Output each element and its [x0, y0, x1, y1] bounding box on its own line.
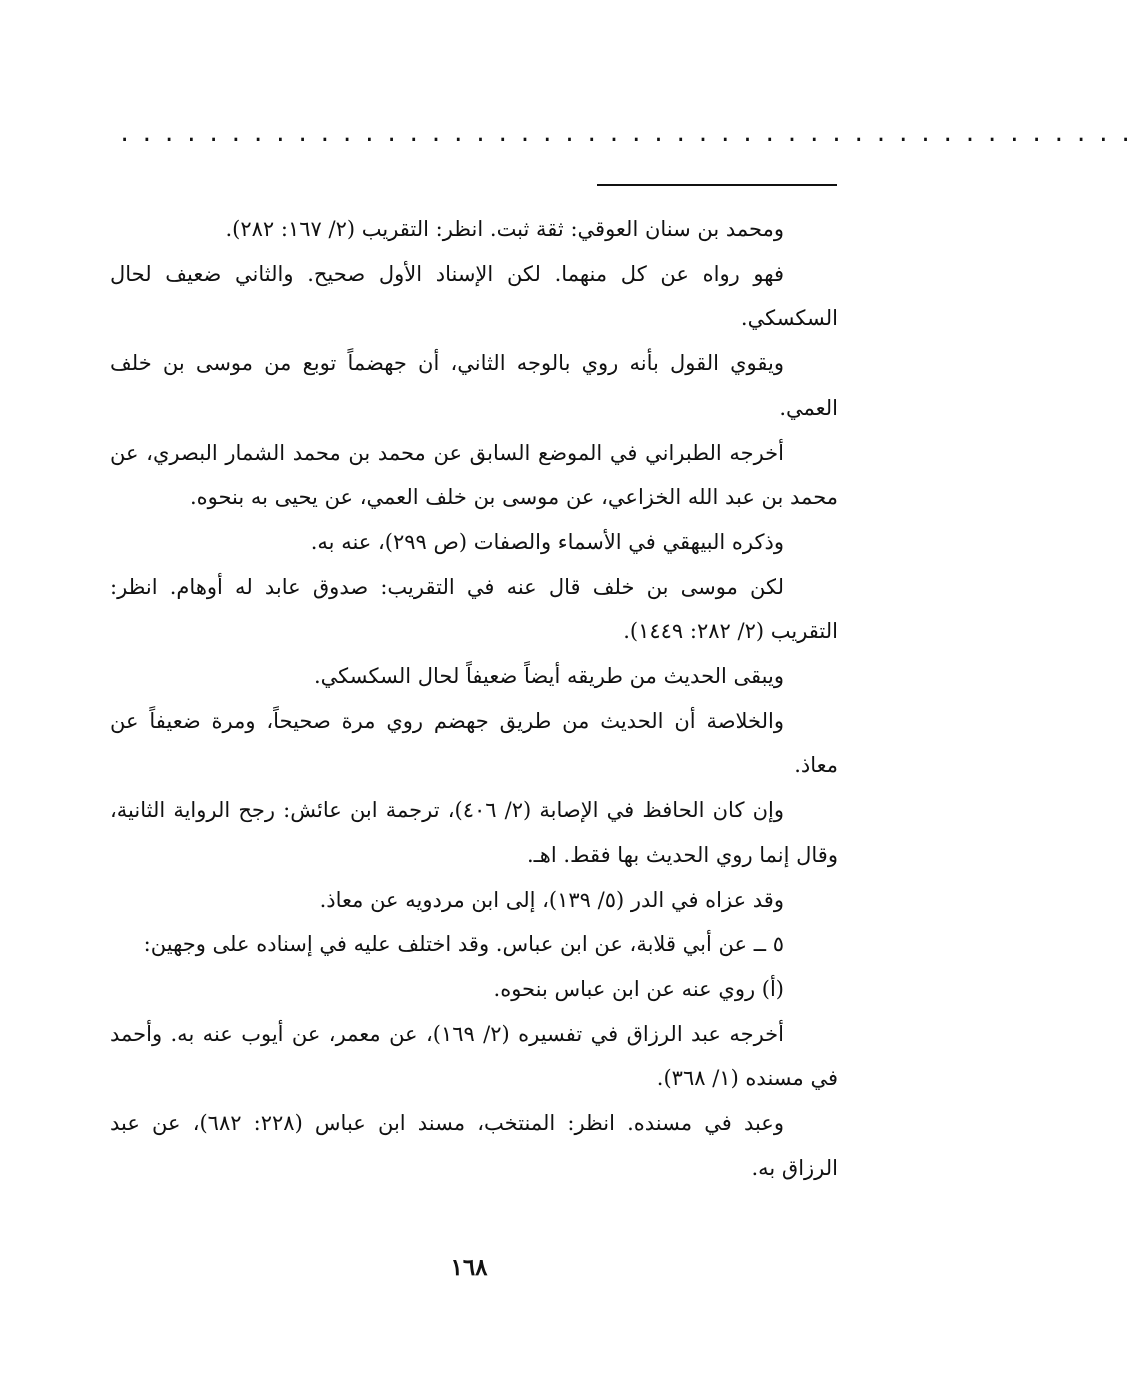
paragraph: والخلاصة أن الحديث من طريق جهضم روي مرة صحيحاً، ومرة ضعيفاً عن معاذ. [110, 708, 838, 778]
paragraph: أخرجه الطبراني في الموضع السابق عن محمد بن محمد الشمار البصري، عن محمد بن عبد الله الخزاعي، عن موسى بن خلف العمي، عن يحيى به بنحوه. [110, 440, 838, 510]
paragraph: ويبقى الحديث من طريقه أيضاً ضعيفاً لحال السكسكي. [313, 664, 784, 689]
footnote-rule [597, 184, 837, 186]
paragraph: لكن موسى بن خلف قال عنه في التقريب: صدوق عابد له أوهام. انظر: التقريب (٢/ ٢٨٢: ١٤٤٩). [110, 574, 838, 644]
paragraph: فهو رواه عن كل منهما. لكن الإسناد الأول صحيح. والثاني ضعيف لحال السكسكي. [110, 261, 838, 331]
dotted-separator: .............................................. [118, 122, 1141, 147]
paragraph: وإن كان الحافظ في الإصابة (٢/ ٤٠٦)، ترجمة ابن عائش: رجح الرواية الثانية، وقال إنما روي الحديث بها فقط. اهـ. [110, 798, 838, 867]
paragraph: وعبد في مسنده. انظر: المنتخب، مسند ابن عباس (٢٢٨: ٦٨٢)، عن عبد الرزاق به. [110, 1111, 838, 1180]
paragraph: أخرجه عبد الرزاق في تفسيره (٢/ ١٦٩)، عن معمر، عن أيوب عنه به. وأحمد في مسنده (١/ ٣٦٨). [110, 1021, 838, 1091]
paragraph: ويقوي القول بأنه روي بالوجه الثاني، أن جهضماً توبع من موسى بن خلف العمي. [110, 351, 838, 420]
paragraph: (أ) روي عنه عن ابن عباس بنحوه. [493, 976, 784, 1001]
paragraph: وقد عزاه في الدر (٥/ ١٣٩)، إلى ابن مردويه عن معاذ. [319, 887, 784, 912]
paragraph: ٥ ــ عن أبي قلابة، عن ابن عباس. وقد اختلف عليه في إسناده على وجهين: [143, 932, 784, 957]
paragraph: ومحمد بن سنان العوقي: ثقة ثبت. انظر: التقريب (٢/ ١٦٧: ٢٨٢). [225, 217, 784, 241]
paragraph: وذكره البيهقي في الأسماء والصفات (ص ٢٩٩)، عنه به. [310, 529, 784, 554]
footnote-text-block [110, 207, 838, 1190]
page-number: ١٦٨ [450, 1254, 488, 1281]
